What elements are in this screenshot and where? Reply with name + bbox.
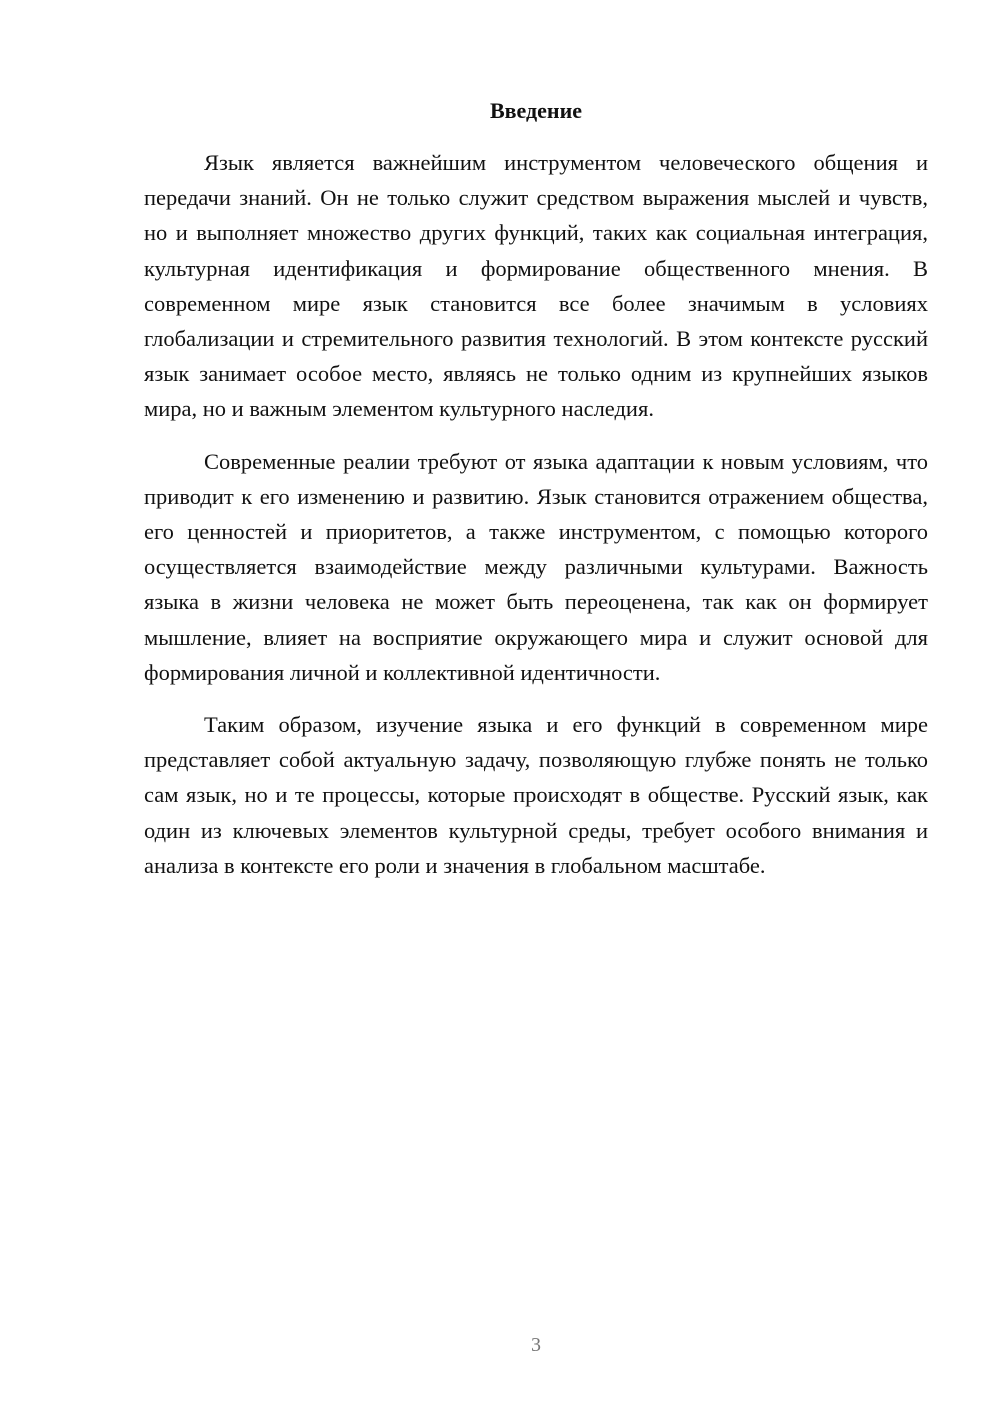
page-content	[144, 98, 928, 883]
section-heading: Введение	[489, 98, 583, 123]
paragraph-3: Таким образом, изучение языка и его функций в современном мире представляет собой актуальную задачу, позволяющую глубже понять не только сам язык, но и те процессы, которые происходят в обществе. Русский язык, как один из ключевых элементов культурной среды, требует особого внимания и анализа в контексте его роли и значения в глобальном масштабе.	[144, 712, 928, 878]
paragraph-1: Язык является важнейшим инструментом человеческого общения и передачи знаний. Он не только служит средством выражения мыслей и чувств, но и выполняет множество других функций, таких как социальная интеграция, культурная идентификация и формирование общественного мнения. В современном мире язык становится все более значимым в условиях глобализации и стремительного развития технологий. В этом контексте русский язык занимает особое место, являясь не только одним из крупнейших языков мира, но и важным элементом культурного наследия.	[144, 150, 928, 422]
page-number: 3	[531, 1334, 541, 1356]
paragraph-2: Современные реалии требуют от языка адаптации к новым условиям, что приводит к его изменению и развитию. Язык становится отражением общества, его ценностей и приоритетов, а также инструментом, с помощью которого осуществляется взаимодействие между различными культурами. Важность языка в жизни человека не может быть переоценена, так как он формирует мышление, влияет на восприятие окружающего мира и служит основой для формирования личной и коллективной идентичности.	[144, 448, 928, 685]
